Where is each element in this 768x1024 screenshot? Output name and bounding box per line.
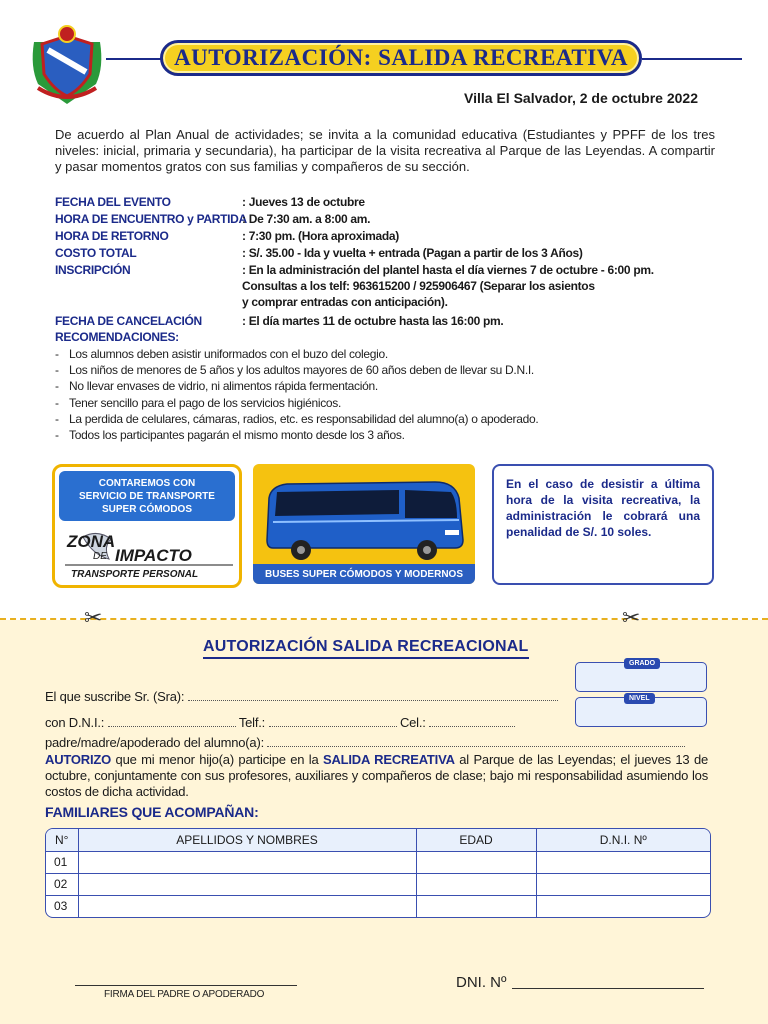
- telf-label: Telf.:: [238, 715, 266, 730]
- nivel-label: NIVEL: [624, 693, 655, 704]
- recommendations-title: RECOMENDACIONES:: [55, 330, 179, 344]
- cel-field[interactable]: [429, 717, 515, 727]
- row-number: 02: [46, 873, 78, 895]
- column-header: EDAD: [416, 829, 536, 851]
- scissors-icon: ✂: [622, 605, 641, 630]
- list-item: - Los niños de menores de 5 años y los adultos mayores de 60 años deben de llevar su D.N.I.: [55, 362, 538, 378]
- school-crest-logo: [28, 22, 106, 108]
- age-cell[interactable]: [416, 851, 536, 873]
- column-header: APELLIDOS Y NOMBRES: [78, 829, 416, 851]
- info-value: : S/. 35.00 - Ida y vuelta + entrada (Pagan a partir de los 3 Años): [242, 246, 583, 260]
- logo-subtitle: TRANSPORTE PERSONAL: [71, 569, 199, 580]
- auth-text-part: que mi menor hijo(a) participe en la: [111, 752, 323, 767]
- age-cell[interactable]: [416, 895, 536, 917]
- table-row: [46, 873, 710, 895]
- grado-field[interactable]: [575, 662, 707, 692]
- document-date: Villa El Salvador, 2 de octubre 2022: [464, 90, 698, 106]
- authorization-paragraph: [45, 752, 708, 800]
- alumno-field[interactable]: [267, 737, 685, 747]
- info-value: Consultas a los telf: 963615200 / 925906467 (Separar los asientos: [242, 279, 595, 293]
- recommendations-list: [55, 346, 538, 443]
- info-value: : En la administración del plantel hasta el día viernes 7 de octubre - 6:00 pm.: [242, 263, 654, 277]
- age-cell[interactable]: [416, 873, 536, 895]
- suscribe-line: [45, 689, 558, 704]
- title-rule-right: [642, 58, 742, 60]
- transport-line: CONTAREMOS CON: [98, 477, 196, 489]
- info-value: : De 7:30 am. a 8:00 am.: [242, 212, 371, 226]
- column-header: N°: [46, 829, 78, 851]
- list-item: - Los alumnos deben asistir uniformados con el buzo del colegio.: [55, 346, 538, 362]
- cut-line: [0, 618, 768, 620]
- transport-line: SUPER CÓMODOS: [101, 503, 192, 515]
- name-cell[interactable]: [78, 873, 416, 895]
- transport-service-box: [52, 464, 242, 588]
- list-item: - Todos los participantes pagarán el mismo monto desde los 3 años.: [55, 427, 538, 443]
- info-value: : 7:30 pm. (Hora aproximada): [242, 229, 399, 243]
- column-header: D.N.I. Nº: [536, 829, 710, 851]
- grado-label: GRADO: [624, 658, 660, 669]
- info-label: FECHA DEL EVENTO: [55, 195, 171, 209]
- logo-word-impacto: IMPACTO: [115, 546, 192, 565]
- cel-label: Cel.:: [399, 715, 426, 730]
- signature-label: FIRMA DEL PADRE O APODERADO: [104, 989, 265, 1000]
- dni-cell[interactable]: [536, 873, 710, 895]
- padre-line: [45, 735, 685, 750]
- logo-word-zona: ZONA: [67, 532, 116, 551]
- telf-field[interactable]: [269, 717, 397, 727]
- bus-photo-box: [253, 464, 475, 584]
- bus-illustration: [259, 470, 469, 562]
- info-label: HORA DE ENCUENTRO y PARTIDA: [55, 212, 247, 226]
- scissors-icon: ✂: [84, 605, 103, 630]
- name-cell[interactable]: [78, 895, 416, 917]
- bus-caption: BUSES SUPER CÓMODOS Y MODERNOS: [253, 564, 475, 584]
- autorizo-word: AUTORIZO: [45, 752, 112, 767]
- dni-signature-label: DNI. Nº: [456, 974, 507, 991]
- list-item: - Tener sencillo para el pago de los servicios higiénicos.: [55, 395, 538, 411]
- logo-word-de: DE: [93, 551, 107, 562]
- name-cell[interactable]: [78, 851, 416, 873]
- salida-word: SALIDA RECREATIVA: [323, 752, 455, 767]
- dni-cell[interactable]: [536, 851, 710, 873]
- info-label: COSTO TOTAL: [55, 246, 137, 260]
- nivel-field[interactable]: [575, 697, 707, 727]
- info-label: HORA DE RETORNO: [55, 229, 169, 243]
- list-item: - La perdida de celulares, cámaras, radios, etc. es responsabilidad del alumno(a) o apoderado.: [55, 411, 538, 427]
- intro-paragraph: De acuerdo al Plan Anual de actividades; se invita a la comunidad educativa (Estudiantes y PPFF de los tres niveles: inicial, primaria y secundaria), ha participar de la visita recreativa al Parque de las Leyendas. A compartir y pasar momentos gratos con sus familias y compañeros de su sección.: [55, 127, 715, 174]
- penalty-notice: En el caso de desistir a última hora de la visita recreativa, la administración le cobrará una penalidad de S/. 10 soles.: [492, 464, 714, 585]
- padre-label: padre/madre/apoderado del alumno(a):: [45, 735, 264, 750]
- page-title: AUTORIZACIÓN: SALIDA RECREATIVA: [174, 45, 628, 70]
- auth-text-part: al Parque de las Leyendas; el jueves 13 de octubre, conjuntamente con sus profesores, auxiliares y compañeros de clase; bajo mi responsabilidad asumiendo los costos de dicha actividad.: [45, 752, 708, 799]
- transport-line: SERVICIO DE TRANSPORTE: [79, 490, 215, 502]
- form-title: AUTORIZACIÓN SALIDA RECREACIONAL: [203, 638, 529, 659]
- family-table: [45, 828, 711, 918]
- suscribe-field[interactable]: [188, 691, 558, 701]
- info-label: INSCRIPCIÓN: [55, 263, 131, 277]
- dni-label: con D.N.I.:: [45, 715, 105, 730]
- family-section-title: FAMILIARES QUE ACOMPAÑAN:: [45, 804, 259, 820]
- row-number: 01: [46, 851, 78, 873]
- dni-signature-field[interactable]: [512, 988, 704, 989]
- row-number: 03: [46, 895, 78, 917]
- info-label: FECHA DE CANCELACIÓN: [55, 314, 202, 328]
- table-row: [46, 851, 710, 873]
- info-value: : Jueves 13 de octubre: [242, 195, 365, 209]
- list-item: - No llevar envases de vidrio, ni alimentos rápida fermentación.: [55, 378, 538, 394]
- suscribe-label: El que suscribe Sr. (Sra):: [45, 689, 185, 704]
- table-row: [46, 895, 710, 917]
- info-value: y comprar entradas con anticipación).: [242, 295, 448, 309]
- table-header-row: [46, 829, 710, 851]
- info-value: : El día martes 11 de octubre hasta las 16:00 pm.: [242, 314, 504, 328]
- title-banner: [160, 40, 642, 76]
- contact-line: [45, 715, 515, 730]
- dni-field[interactable]: [108, 717, 236, 727]
- signature-line[interactable]: [75, 985, 297, 986]
- title-rule-left: [106, 58, 162, 60]
- transport-heading: [59, 471, 235, 521]
- zona-impacto-logo: [63, 525, 235, 583]
- dni-cell[interactable]: [536, 895, 710, 917]
